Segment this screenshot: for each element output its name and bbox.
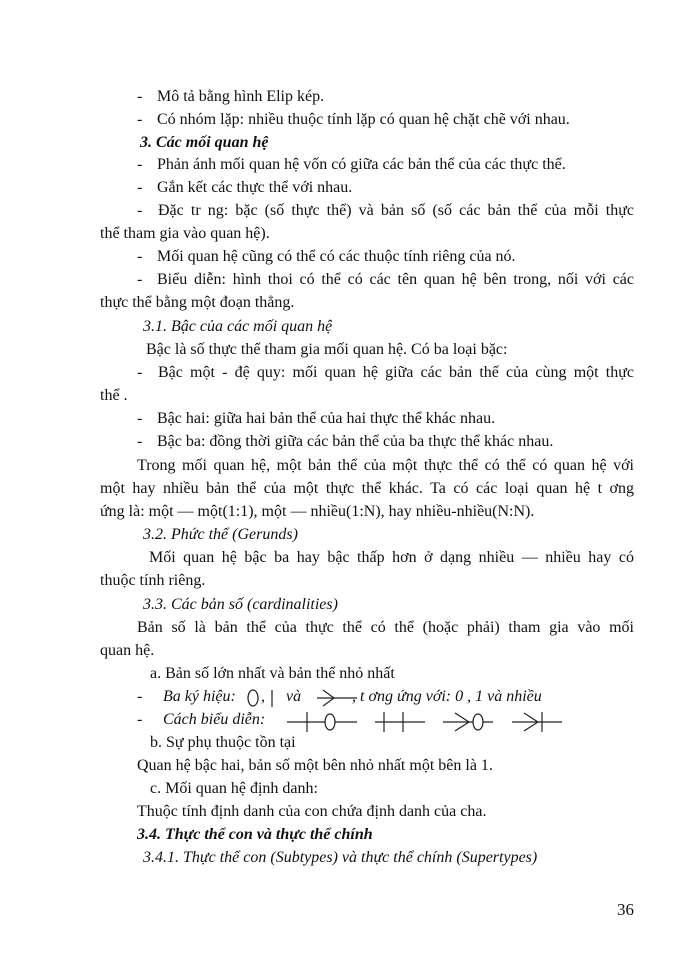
bullet-dash: -	[137, 111, 143, 128]
bullet-dash: -	[137, 271, 143, 288]
subsection-heading: 3.4.1. Thực thể con (Subtypes) và thực thể chính (Supertypes)	[143, 849, 538, 866]
section-heading: 3. Các mối quan hệ	[140, 134, 269, 151]
bullet-dash: -	[137, 179, 143, 196]
bullet-dash: -	[137, 433, 143, 450]
text-line: Mô tả bằng hình Elip kép.	[157, 88, 325, 105]
text-line: Bậc là số thực thể tham gia mối quan hệ. Có ba loại bặc:	[146, 341, 508, 358]
one-or-zero-notation-icon	[287, 710, 357, 734]
bullet-dash: -	[137, 688, 143, 705]
page-number: 36	[617, 900, 634, 919]
subsection-heading: 3.3. Các bản số (cardinalities)	[143, 596, 338, 613]
one-bar-icon	[270, 688, 274, 708]
text-line: Mối quan hệ bậc ba hay bậc thấp hơn ở dạng nhiều — nhiều hay có	[149, 549, 634, 566]
symbols-label: Ba ký hiệu:	[163, 688, 236, 705]
subsection-heading: 3.1. Bậc của các mối quan hệ	[143, 318, 333, 335]
symbols-meaning: , t ơng ứng với: 0 , 1 và nhiều	[352, 688, 542, 705]
section-heading: 3.4. Thực thể con và thực thể chính	[137, 826, 373, 843]
one-or-many-notation-icon	[512, 710, 562, 734]
text-line: Biểu diễn: hình thoi có thể có các tên quan hệ bên trong, nối với các	[157, 271, 634, 288]
text-line: Bậc ba: đồng thời giữa các bản thể của ba thực thể khác nhau.	[157, 433, 554, 450]
text-line: thể tham gia vào quan hệ).	[100, 225, 270, 242]
bullet-dash: -	[137, 410, 143, 427]
text-line: Trong mối quan hệ, một bản thể của một thực thể có thể có quan hệ với	[137, 457, 634, 474]
exactly-one-notation-icon	[375, 710, 425, 734]
text-line: Mối quan hệ cũng có thể có các thuộc tính riêng của nó.	[157, 248, 516, 265]
text-line: Bản số là bản thể của thực thể có thể (hoặc phải) tham gia vào mối	[137, 619, 634, 636]
bullet-dash: -	[137, 156, 143, 173]
text-line: Phản ánh mối quan hệ vốn có giữa các bản thể của các thực thể.	[157, 156, 566, 173]
crowfoot-many-icon	[317, 688, 357, 708]
text-line: một hay nhiều bản thể của một thực thể khác. Ta có các loại quan hệ t ơng	[100, 480, 634, 497]
bullet-dash: -	[137, 202, 143, 219]
text-line: ứng là: một — một(1:1), một — nhiều(1:N), hay nhiều-nhiều(N:N).	[100, 503, 535, 520]
zero-or-many-notation-icon	[443, 710, 493, 734]
zero-ellipse-icon	[246, 688, 260, 708]
symbols-comma: ,	[261, 688, 265, 705]
text-line: c. Mối quan hệ định danh:	[150, 780, 318, 797]
text-line: Bậc hai: giữa hai bản thể của hai thực thể khác nhau.	[157, 410, 496, 427]
text-line: thực thể bằng một đoạn thẳng.	[100, 294, 295, 311]
bullet-dash: -	[137, 711, 143, 728]
text-line: Thuộc tính định danh của con chứa định danh của cha.	[137, 803, 487, 820]
bullet-dash: -	[137, 364, 143, 381]
bullet-dash: -	[137, 248, 143, 265]
text-line: Quan hệ bậc hai, bản số một bên nhỏ nhất một bên là 1.	[137, 757, 493, 774]
text-line: Đặc tr ng: bặc (số thực thể) và bản số (số các bản thể của mỗi thực	[158, 202, 634, 219]
text-line: a. Bản số lớn nhất và bản thể nhỏ nhất	[150, 665, 395, 682]
text-line: Gắn kết các thực thể với nhau.	[157, 179, 353, 196]
symbols-and: và	[286, 688, 302, 705]
text-line: thuộc tính riêng.	[100, 572, 206, 589]
text-line: Có nhóm lặp: nhiều thuộc tính lặp có quan hệ chặt chẽ với nhau.	[157, 111, 570, 128]
bullet-dash: -	[137, 88, 143, 105]
subsection-heading: 3.2. Phức thể (Gerunds)	[143, 526, 298, 543]
text-line: quan hệ.	[100, 642, 155, 659]
text-line: b. Sự phụ thuộc tồn tại	[150, 734, 296, 751]
text-line: thể .	[100, 387, 128, 404]
text-line: Bậc một - đệ quy: mối quan hệ giữa các bản thể của cùng một thực	[158, 364, 634, 381]
notation-label: Cách biểu diễn:	[163, 711, 266, 728]
